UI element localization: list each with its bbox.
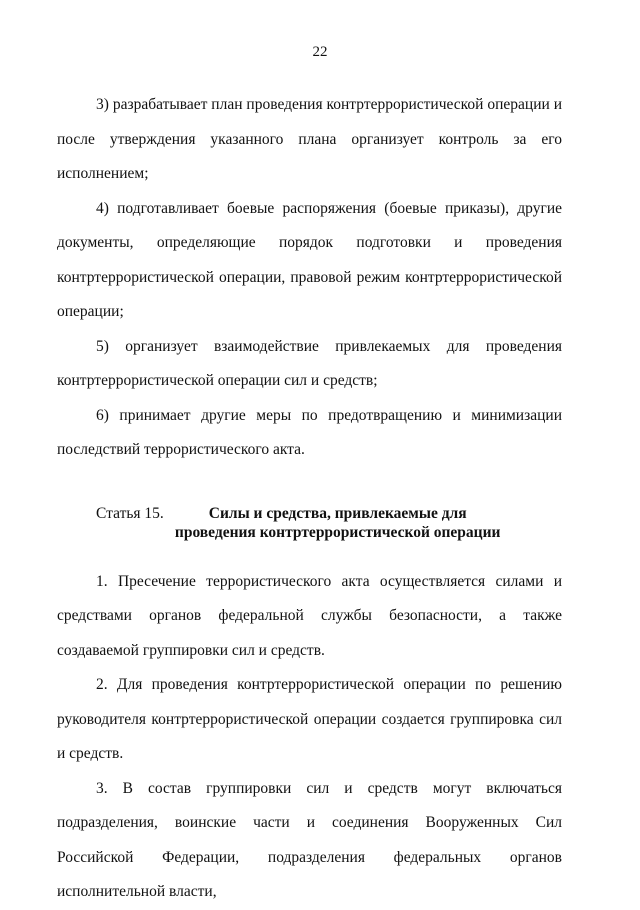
paragraph-item-3: 3) разрабатывает план проведения контртеррористической операции и после утверждения указанного плана организует контроль за его исполнением; <box>57 96 562 182</box>
paragraph-item-4: 4) подготавливает боевые распоряжения (боевые приказы), другие документы, определяющие порядок подготовки и проведения контртеррористической операции, правовой режим контртеррористической операции; <box>57 199 562 320</box>
paragraph-item-6: 6) принимает другие меры по предотвращению и минимизации последствий террористического акта. <box>57 406 562 458</box>
paragraph-item-5: 5) организует взаимодействие привлекаемых для проведения контртеррористической операции сил и средств; <box>57 337 562 389</box>
paragraph-part-1: 1. Пресечение террористического акта осуществляется силами и средствами органов федеральной службы безопасности, а также создаваемой группировки сил и средств. <box>57 572 562 659</box>
article-title: Силы и средства, привлекаемые для проведения контртеррористической операции <box>174 504 501 541</box>
paragraph-part-2: 2. Для проведения контртеррористической операции по решению руководителя контртеррористической операции создается группировка сил и средств. <box>57 676 562 762</box>
document-body <box>57 88 562 910</box>
article-label: Статья 15. <box>96 504 168 522</box>
article-heading <box>57 504 562 542</box>
paragraph-part-3: 3. В состав группировки сил и средств могут включаться подразделения, воинские части и соединения Вооруженных Сил Российской Федерации, подразделения федеральных органов исполнительной власти, <box>57 779 562 900</box>
page-number: 22 <box>312 44 328 60</box>
